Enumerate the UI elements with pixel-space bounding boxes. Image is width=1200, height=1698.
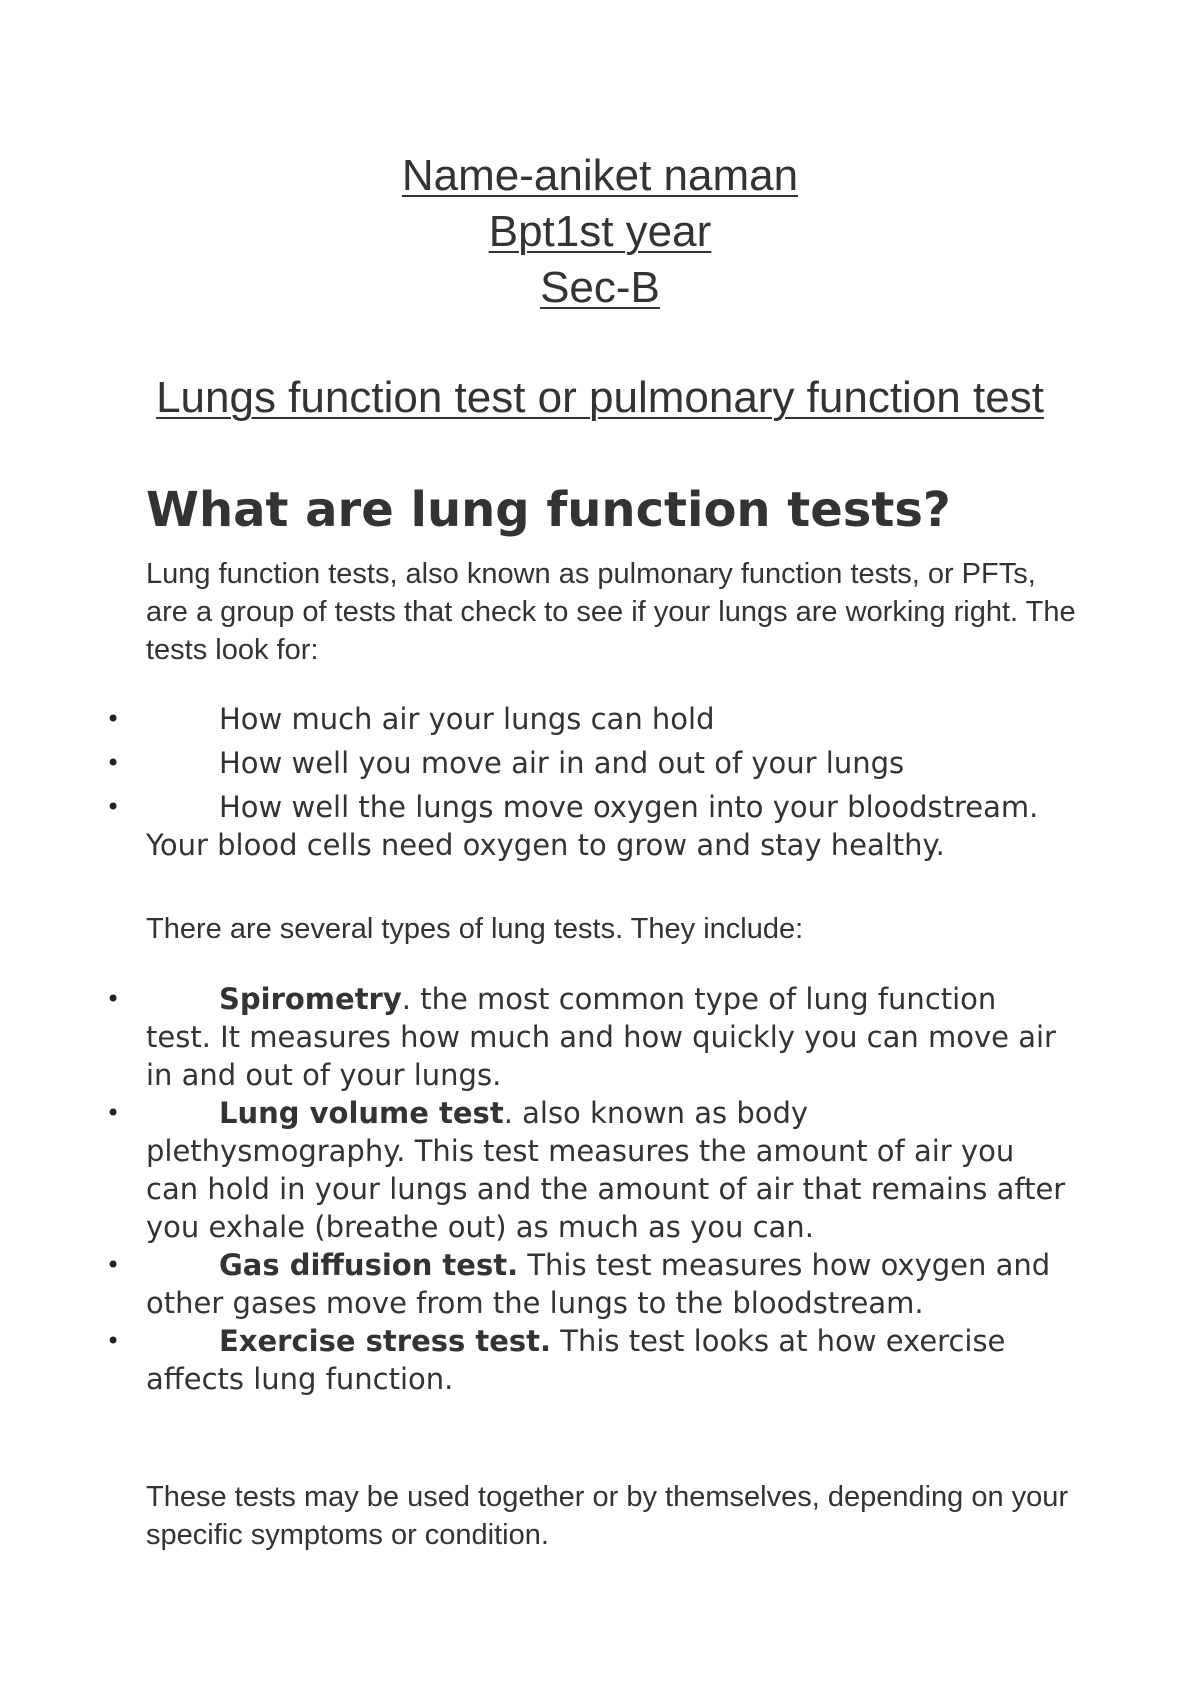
test-term: Spirometry bbox=[219, 982, 402, 1016]
student-header bbox=[0, 148, 1200, 316]
test-description: This test measures how oxygen and other gases move from the lungs to the bloodstream. bbox=[146, 1248, 1051, 1320]
test-types-list bbox=[0, 980, 1200, 1398]
list-item-text: How much air your lungs can hold bbox=[219, 702, 715, 736]
list-item-text: How well you move air in and out of your lungs bbox=[219, 746, 905, 780]
list-item bbox=[0, 1246, 1066, 1322]
types-intro-paragraph: There are several types of lung tests. They include: bbox=[146, 913, 804, 945]
test-term: Lung volume test bbox=[219, 1096, 504, 1130]
bullet-icon: • bbox=[106, 1327, 121, 1355]
bullet-icon: • bbox=[106, 985, 121, 1013]
bullet-icon: • bbox=[106, 1099, 121, 1127]
intro-paragraph: Lung function tests, also known as pulmonary function tests, or PFTs, are a group of tests that check to see if your lungs are working right. The tests look for: bbox=[146, 558, 1076, 666]
test-description: . also known as body plethysmography. This test measures the amount of air you can hold in your lungs and the amount of air that remains after you exhale (breathe out) as much as you can. bbox=[146, 1096, 1066, 1244]
document-title: Lungs function test or pulmonary function test bbox=[156, 373, 1044, 422]
bullet-icon: • bbox=[106, 793, 121, 821]
list-item bbox=[0, 700, 1066, 738]
test-term: Gas diffusion test. bbox=[219, 1248, 519, 1282]
look-for-list bbox=[0, 700, 1200, 870]
closing-paragraph: These tests may be used together or by themselves, depending on your specific symptoms or condition. bbox=[146, 1481, 1069, 1551]
list-item bbox=[0, 1322, 1066, 1398]
test-term: Exercise stress test. bbox=[219, 1324, 552, 1358]
course-year: Bpt1st year bbox=[488, 207, 712, 256]
bullet-icon: • bbox=[106, 749, 121, 777]
section-label: Sec-B bbox=[540, 263, 660, 312]
test-description: This test looks at how exercise affects lung function. bbox=[146, 1324, 1006, 1396]
list-item bbox=[0, 980, 1066, 1094]
test-description: . the most common type of lung function test. It measures how much and how quickly you can move air in and out of your lungs. bbox=[146, 982, 1056, 1092]
student-name: Name-aniket naman bbox=[401, 151, 799, 200]
list-item bbox=[0, 788, 1066, 864]
list-item bbox=[0, 744, 1066, 782]
section-heading: What are lung function tests? bbox=[146, 482, 951, 538]
bullet-icon: • bbox=[106, 705, 121, 733]
list-item bbox=[0, 1094, 1066, 1246]
list-item-text: How well the lungs move oxygen into your bloodstream. Your blood cells need oxygen to grow and stay healthy. bbox=[146, 790, 1039, 862]
bullet-icon: • bbox=[106, 1251, 121, 1279]
